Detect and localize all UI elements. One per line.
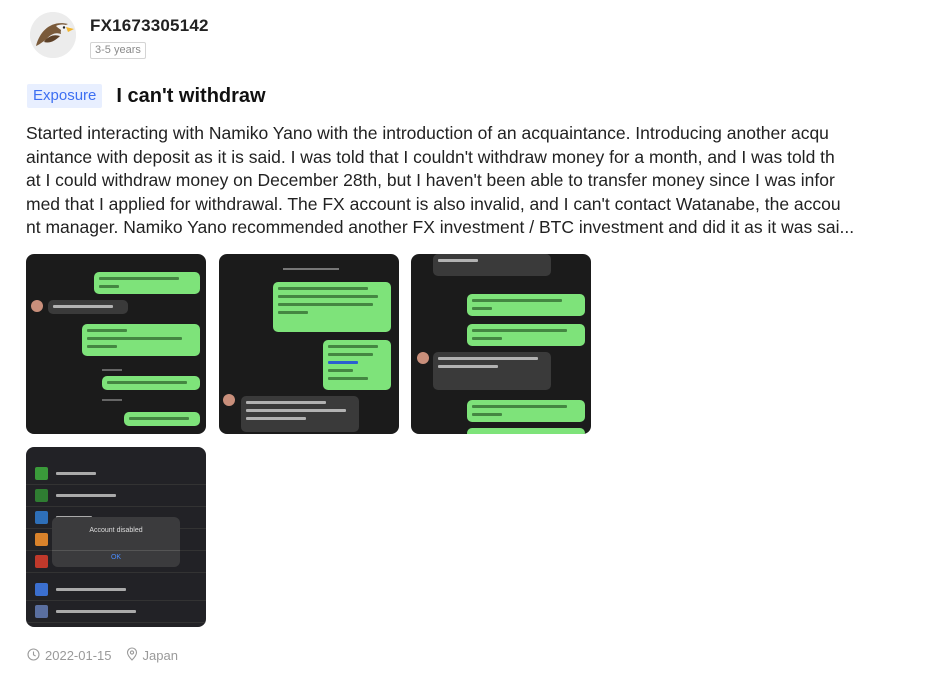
chat-screenshot-1[interactable] bbox=[26, 254, 206, 434]
post-body[interactable] bbox=[26, 122, 938, 240]
experience-badge: 3-5 years bbox=[90, 42, 146, 59]
clock-icon bbox=[27, 648, 40, 664]
post-title-row bbox=[27, 84, 266, 108]
user-header bbox=[30, 12, 209, 59]
post-body-line: aintance with deposit as it is said. I was told that I couldn't withdraw money for a month, and I was told th bbox=[26, 146, 835, 167]
eagle-avatar-icon[interactable] bbox=[30, 12, 76, 58]
username[interactable]: FX1673305142 bbox=[90, 16, 209, 35]
post-date: 2022-01-15 bbox=[45, 648, 112, 663]
location-pin-icon bbox=[126, 647, 138, 664]
dialog-message: Account disabled bbox=[89, 527, 143, 534]
account-disabled-dialog bbox=[52, 517, 180, 567]
app-screenshot-account-disabled[interactable] bbox=[26, 447, 206, 627]
dialog-ok-button: OK bbox=[52, 550, 180, 561]
post-location[interactable]: Japan bbox=[142, 648, 178, 663]
post-body-line: at I could withdraw money on December 28th, but I haven't been able to transfer money since I was infor bbox=[26, 170, 835, 190]
exposure-tag: Exposure bbox=[27, 84, 102, 108]
post-body-line: med that I applied for withdrawal. The FX account is also invalid, and I can't contact Watanabe, the accou bbox=[26, 193, 841, 214]
post-body-line: Started interacting with Namiko Yano with the introduction of an acquaintance. Introducing another acqu bbox=[26, 123, 829, 143]
post-meta bbox=[27, 647, 178, 664]
post-body-line: nt manager. Namiko Yano recommended another FX investment / BTC investment and did it as it was sai... bbox=[26, 217, 855, 237]
chat-screenshot-2[interactable] bbox=[219, 254, 399, 434]
chat-screenshot-3[interactable] bbox=[411, 254, 591, 434]
post-title: I can't withdraw bbox=[116, 84, 266, 107]
